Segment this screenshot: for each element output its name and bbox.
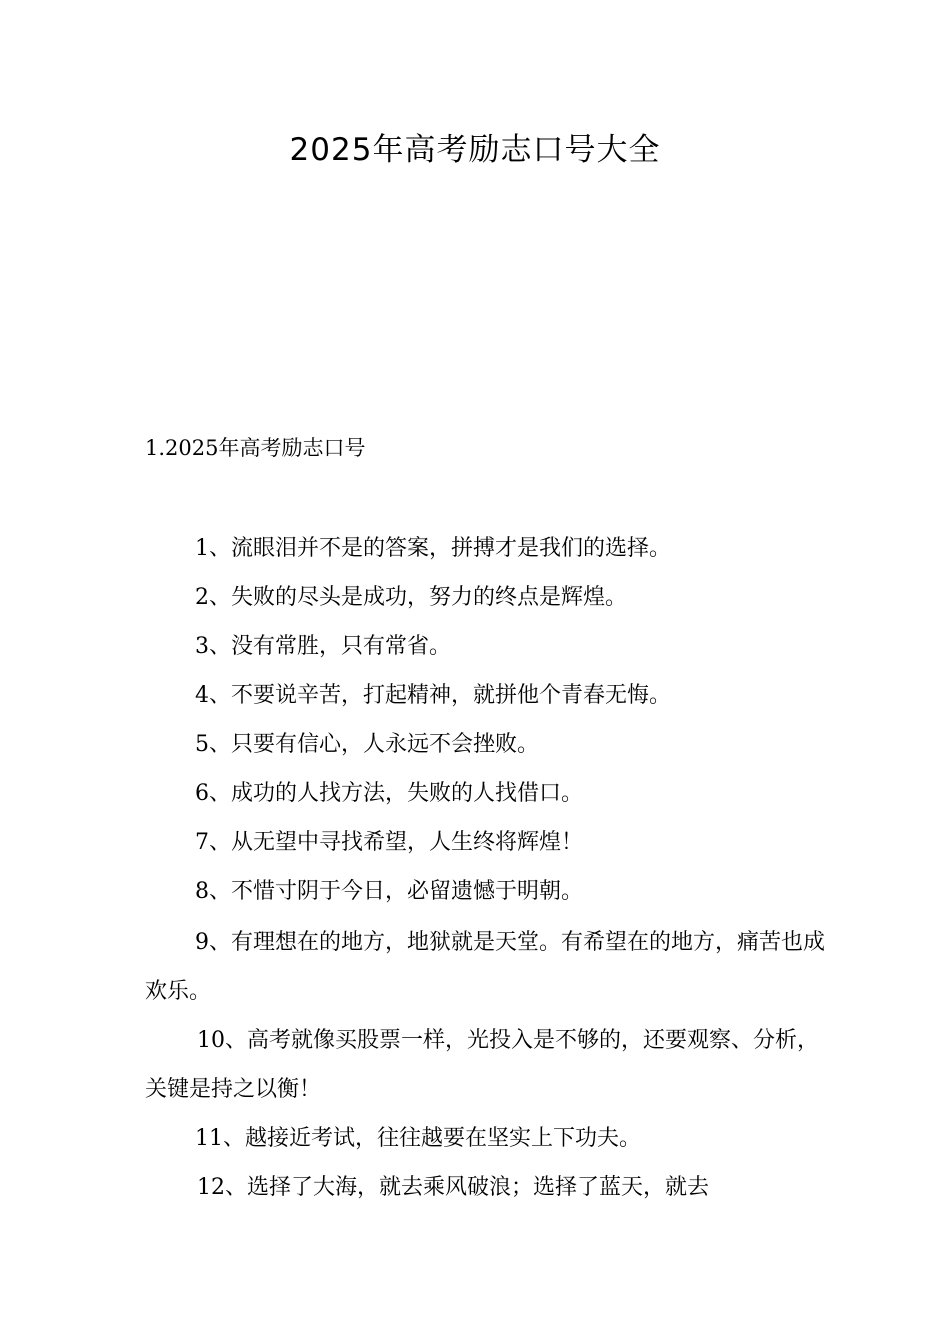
section-heading: 1.2025年高考励志口号	[145, 436, 366, 460]
list-item: 12、选择了大海，就去乘风破浪；选择了蓝天，就去	[197, 1175, 709, 1200]
list-item: 7、从无望中寻找希望，人生终将辉煌！	[195, 830, 583, 855]
list-item: 3、没有常胜，只有常省。	[195, 634, 451, 659]
list-item: 9、有理想在的地方，地狱就是天堂。有希望在的地方，痛苦也成欢乐。	[145, 930, 825, 1004]
list-item: 5、只要有信心，人永远不会挫败。	[195, 732, 539, 757]
document-title: 2025年高考励志口号大全	[289, 132, 661, 168]
list-item: 6、成功的人找方法，失败的人找借口。	[195, 781, 583, 806]
list-item: 4、不要说辛苦，打起精神，就拼他个青春无悔。	[195, 683, 671, 708]
list-item: 10、高考就像买股票一样，光投入是不够的，还要观察、分析，关键是持之以衡！	[145, 1028, 819, 1102]
list-item: 1、流眼泪并不是的答案，拼搏才是我们的选择。	[195, 536, 671, 561]
list-item: 11、越接近考试，往往越要在坚实上下功夫。	[195, 1126, 641, 1151]
list-item: 8、不惜寸阴于今日，必留遗憾于明朝。	[195, 879, 583, 904]
list-item: 2、失败的尽头是成功，努力的终点是辉煌。	[195, 585, 627, 610]
